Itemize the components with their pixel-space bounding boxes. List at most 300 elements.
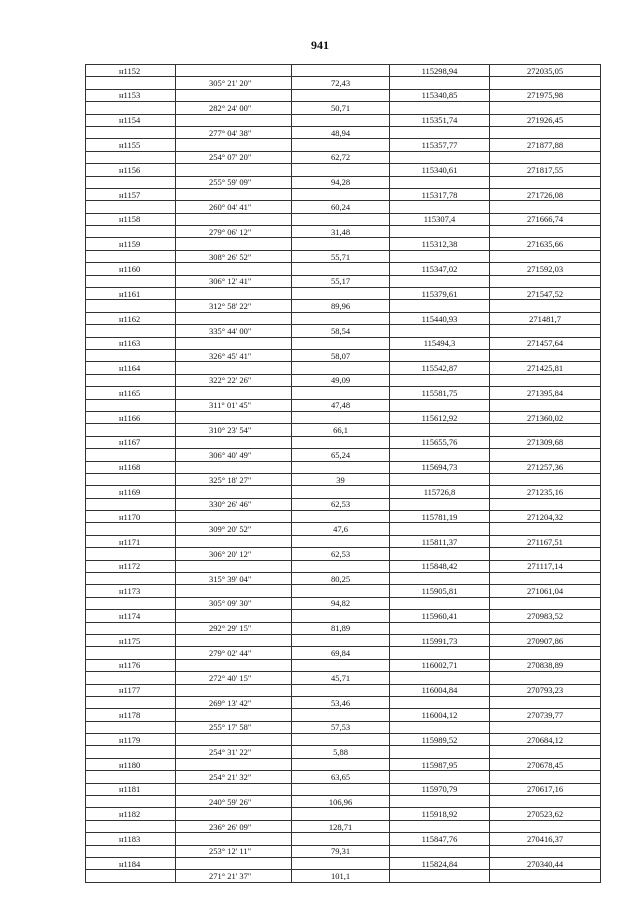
segment-row (86, 349, 601, 361)
segment-row (86, 548, 601, 560)
direction-angle-cell: 269° 13' 42" (176, 696, 292, 708)
empty-cell (176, 288, 292, 300)
empty-cell (490, 820, 601, 832)
empty-cell (292, 709, 390, 721)
direction-angle-cell: 254° 07' 20" (176, 151, 292, 163)
point-id-cell: н1180 (86, 758, 176, 770)
empty-cell (176, 238, 292, 250)
empty-cell (490, 548, 601, 560)
empty-cell (390, 523, 490, 535)
y-coordinate-cell: 271666,74 (490, 213, 601, 225)
y-coordinate-cell: 272035,05 (490, 65, 601, 77)
empty-cell (86, 275, 176, 287)
empty-cell (292, 238, 390, 250)
direction-angle-cell: 306° 12' 41" (176, 275, 292, 287)
empty-cell (86, 820, 176, 832)
empty-cell (490, 573, 601, 585)
point-id-cell: н1172 (86, 560, 176, 572)
direction-angle-cell: 292° 29' 15" (176, 622, 292, 634)
empty-cell (390, 622, 490, 634)
x-coordinate-cell: 115298,94 (390, 65, 490, 77)
empty-cell (490, 250, 601, 262)
x-coordinate-cell: 115781,19 (390, 511, 490, 523)
empty-cell (390, 696, 490, 708)
empty-cell (292, 411, 390, 423)
empty-cell (390, 473, 490, 485)
distance-cell: 62,72 (292, 151, 390, 163)
empty-cell (490, 226, 601, 238)
direction-angle-cell: 279° 06' 12" (176, 226, 292, 238)
empty-cell (292, 560, 390, 572)
empty-cell (490, 523, 601, 535)
point-id-cell: н1177 (86, 684, 176, 696)
distance-cell: 72,43 (292, 77, 390, 89)
direction-angle-cell: 236° 26' 09" (176, 820, 292, 832)
distance-cell: 49,09 (292, 374, 390, 386)
empty-cell (86, 721, 176, 733)
point-id-cell: н1182 (86, 808, 176, 820)
empty-cell (390, 201, 490, 213)
point-row (86, 89, 601, 101)
segment-row (86, 126, 601, 138)
empty-cell (390, 820, 490, 832)
empty-cell (86, 597, 176, 609)
segment-row (86, 275, 601, 287)
empty-cell (390, 226, 490, 238)
empty-cell (490, 498, 601, 510)
empty-cell (86, 151, 176, 163)
empty-cell (176, 164, 292, 176)
point-row (86, 362, 601, 374)
x-coordinate-cell: 115905,81 (390, 585, 490, 597)
empty-cell (176, 263, 292, 275)
distance-cell: 128,71 (292, 820, 390, 832)
empty-cell (86, 746, 176, 758)
x-coordinate-cell: 115357,77 (390, 139, 490, 151)
x-coordinate-cell: 115351,74 (390, 114, 490, 126)
empty-cell (176, 511, 292, 523)
segment-row (86, 672, 601, 684)
empty-cell (390, 374, 490, 386)
empty-cell (86, 201, 176, 213)
y-coordinate-cell: 271635,66 (490, 238, 601, 250)
empty-cell (292, 387, 390, 399)
empty-cell (86, 796, 176, 808)
segment-row (86, 622, 601, 634)
empty-cell (490, 796, 601, 808)
empty-cell (390, 573, 490, 585)
x-coordinate-cell: 115847,76 (390, 833, 490, 845)
empty-cell (292, 114, 390, 126)
direction-angle-cell: 255° 17' 58" (176, 721, 292, 733)
y-coordinate-cell: 270684,12 (490, 734, 601, 746)
point-id-cell: н1165 (86, 387, 176, 399)
empty-cell (86, 696, 176, 708)
empty-cell (292, 164, 390, 176)
empty-cell (176, 139, 292, 151)
y-coordinate-cell: 271167,51 (490, 535, 601, 547)
empty-cell (176, 808, 292, 820)
empty-cell (490, 102, 601, 114)
point-row (86, 610, 601, 622)
empty-cell (86, 325, 176, 337)
empty-cell (176, 659, 292, 671)
empty-cell (490, 696, 601, 708)
point-row (86, 734, 601, 746)
direction-angle-cell: 254° 31' 22" (176, 746, 292, 758)
point-row (86, 312, 601, 324)
point-row (86, 833, 601, 845)
coordinates-table-container (85, 64, 600, 883)
y-coordinate-cell: 271975,98 (490, 89, 601, 101)
empty-cell (390, 597, 490, 609)
x-coordinate-cell: 115655,76 (390, 436, 490, 448)
empty-cell (86, 374, 176, 386)
empty-cell (490, 201, 601, 213)
empty-cell (176, 634, 292, 646)
empty-cell (292, 684, 390, 696)
empty-cell (86, 449, 176, 461)
empty-cell (86, 622, 176, 634)
empty-cell (176, 436, 292, 448)
segment-row (86, 796, 601, 808)
empty-cell (490, 746, 601, 758)
direction-angle-cell: 311° 01' 45" (176, 399, 292, 411)
point-row (86, 288, 601, 300)
direction-angle-cell: 254° 21' 32" (176, 771, 292, 783)
empty-cell (176, 411, 292, 423)
empty-cell (86, 573, 176, 585)
direction-angle-cell: 279° 02' 44" (176, 647, 292, 659)
empty-cell (390, 126, 490, 138)
segment-row (86, 250, 601, 262)
empty-cell (490, 275, 601, 287)
distance-cell: 94,82 (292, 597, 390, 609)
point-row (86, 114, 601, 126)
empty-cell (390, 424, 490, 436)
empty-cell (292, 659, 390, 671)
y-coordinate-cell: 270340,44 (490, 858, 601, 870)
segment-row (86, 870, 601, 882)
empty-cell (86, 250, 176, 262)
empty-cell (490, 449, 601, 461)
point-id-cell: н1160 (86, 263, 176, 275)
distance-cell: 57,53 (292, 721, 390, 733)
empty-cell (390, 275, 490, 287)
empty-cell (390, 796, 490, 808)
empty-cell (292, 610, 390, 622)
x-coordinate-cell: 115340,61 (390, 164, 490, 176)
y-coordinate-cell: 271726,08 (490, 188, 601, 200)
direction-angle-cell: 260° 04' 41" (176, 201, 292, 213)
empty-cell (176, 387, 292, 399)
point-id-cell: н1179 (86, 734, 176, 746)
y-coordinate-cell: 271117,14 (490, 560, 601, 572)
empty-cell (292, 808, 390, 820)
y-coordinate-cell: 271481,7 (490, 312, 601, 324)
point-id-cell: н1154 (86, 114, 176, 126)
x-coordinate-cell: 115340,85 (390, 89, 490, 101)
y-coordinate-cell: 271061,04 (490, 585, 601, 597)
distance-cell: 89,96 (292, 300, 390, 312)
direction-angle-cell: 335° 44' 00" (176, 325, 292, 337)
page-number: 941 (311, 38, 329, 52)
empty-cell (490, 126, 601, 138)
empty-cell (390, 102, 490, 114)
direction-angle-cell: 277° 04' 38" (176, 126, 292, 138)
segment-row (86, 820, 601, 832)
empty-cell (390, 325, 490, 337)
distance-cell: 60,24 (292, 201, 390, 213)
x-coordinate-cell: 115347,02 (390, 263, 490, 275)
point-row (86, 511, 601, 523)
empty-cell (86, 498, 176, 510)
empty-cell (292, 511, 390, 523)
empty-cell (292, 461, 390, 473)
empty-cell (86, 102, 176, 114)
x-coordinate-cell: 115612,92 (390, 411, 490, 423)
y-coordinate-cell: 270523,62 (490, 808, 601, 820)
empty-cell (176, 461, 292, 473)
empty-cell (490, 349, 601, 361)
point-id-cell: н1176 (86, 659, 176, 671)
point-row (86, 858, 601, 870)
empty-cell (176, 709, 292, 721)
empty-cell (86, 473, 176, 485)
direction-angle-cell: 308° 26' 52" (176, 250, 292, 262)
empty-cell (292, 634, 390, 646)
empty-cell (292, 213, 390, 225)
distance-cell: 79,31 (292, 845, 390, 857)
empty-cell (390, 672, 490, 684)
x-coordinate-cell: 115494,3 (390, 337, 490, 349)
point-row (86, 139, 601, 151)
empty-cell (176, 486, 292, 498)
point-row (86, 758, 601, 770)
x-coordinate-cell: 115581,75 (390, 387, 490, 399)
point-id-cell: н1157 (86, 188, 176, 200)
point-id-cell: н1183 (86, 833, 176, 845)
direction-angle-cell: 272° 40' 15" (176, 672, 292, 684)
segment-row (86, 721, 601, 733)
direction-angle-cell: 312° 58' 22" (176, 300, 292, 312)
direction-angle-cell: 305° 21' 20" (176, 77, 292, 89)
direction-angle-cell: 310° 23' 54" (176, 424, 292, 436)
x-coordinate-cell: 115726,8 (390, 486, 490, 498)
x-coordinate-cell: 115918,92 (390, 808, 490, 820)
point-id-cell: н1167 (86, 436, 176, 448)
empty-cell (176, 783, 292, 795)
x-coordinate-cell: 115989,52 (390, 734, 490, 746)
distance-cell: 62,53 (292, 548, 390, 560)
distance-cell: 58,07 (292, 349, 390, 361)
y-coordinate-cell: 271257,36 (490, 461, 601, 473)
x-coordinate-cell: 115848,42 (390, 560, 490, 572)
point-row (86, 684, 601, 696)
empty-cell (292, 337, 390, 349)
empty-cell (86, 349, 176, 361)
point-row (86, 65, 601, 77)
segment-row (86, 151, 601, 163)
point-row (86, 461, 601, 473)
segment-row (86, 597, 601, 609)
empty-cell (176, 684, 292, 696)
direction-angle-cell: 326° 45' 41" (176, 349, 292, 361)
empty-cell (390, 399, 490, 411)
segment-row (86, 201, 601, 213)
empty-cell (490, 399, 601, 411)
empty-cell (490, 672, 601, 684)
distance-cell: 39 (292, 473, 390, 485)
segment-row (86, 696, 601, 708)
empty-cell (176, 610, 292, 622)
distance-cell: 53,46 (292, 696, 390, 708)
segment-row (86, 573, 601, 585)
empty-cell (490, 597, 601, 609)
point-id-cell: н1153 (86, 89, 176, 101)
empty-cell (390, 300, 490, 312)
empty-cell (292, 858, 390, 870)
segment-row (86, 424, 601, 436)
point-id-cell: н1152 (86, 65, 176, 77)
point-id-cell: н1162 (86, 312, 176, 324)
segment-row (86, 176, 601, 188)
empty-cell (490, 771, 601, 783)
segment-row (86, 845, 601, 857)
segment-row (86, 102, 601, 114)
empty-cell (86, 424, 176, 436)
direction-angle-cell: 271° 21' 37" (176, 870, 292, 882)
empty-cell (176, 89, 292, 101)
x-coordinate-cell: 115970,79 (390, 783, 490, 795)
point-id-cell: н1168 (86, 461, 176, 473)
empty-cell (390, 647, 490, 659)
x-coordinate-cell: 115811,37 (390, 535, 490, 547)
point-row (86, 213, 601, 225)
empty-cell (390, 449, 490, 461)
empty-cell (86, 226, 176, 238)
point-id-cell: н1173 (86, 585, 176, 597)
empty-cell (86, 399, 176, 411)
empty-cell (292, 758, 390, 770)
point-row (86, 337, 601, 349)
empty-cell (86, 523, 176, 535)
empty-cell (292, 188, 390, 200)
point-id-cell: н1184 (86, 858, 176, 870)
distance-cell: 63,65 (292, 771, 390, 783)
direction-angle-cell: 325° 18' 27" (176, 473, 292, 485)
empty-cell (390, 349, 490, 361)
segment-row (86, 77, 601, 89)
empty-cell (176, 337, 292, 349)
point-row (86, 659, 601, 671)
point-row (86, 783, 601, 795)
y-coordinate-cell: 271395,84 (490, 387, 601, 399)
point-id-cell: н1170 (86, 511, 176, 523)
point-id-cell: н1159 (86, 238, 176, 250)
empty-cell (490, 176, 601, 188)
direction-angle-cell: 282° 24' 00" (176, 102, 292, 114)
y-coordinate-cell: 270838,89 (490, 659, 601, 671)
empty-cell (292, 833, 390, 845)
x-coordinate-cell: 115542,87 (390, 362, 490, 374)
direction-angle-cell: 240° 59' 26" (176, 796, 292, 808)
point-id-cell: н1175 (86, 634, 176, 646)
empty-cell (490, 870, 601, 882)
empty-cell (86, 126, 176, 138)
coordinates-table-body (86, 65, 601, 883)
empty-cell (292, 585, 390, 597)
distance-cell: 50,71 (292, 102, 390, 114)
empty-cell (86, 176, 176, 188)
empty-cell (176, 362, 292, 374)
distance-cell: 69,84 (292, 647, 390, 659)
empty-cell (490, 374, 601, 386)
x-coordinate-cell: 116002,71 (390, 659, 490, 671)
empty-cell (390, 176, 490, 188)
empty-cell (176, 858, 292, 870)
point-id-cell: н1155 (86, 139, 176, 151)
direction-angle-cell: 305° 09' 30" (176, 597, 292, 609)
direction-angle-cell: 309° 20' 52" (176, 523, 292, 535)
direction-angle-cell: 253° 12' 11" (176, 845, 292, 857)
segment-row (86, 226, 601, 238)
y-coordinate-cell: 271309,68 (490, 436, 601, 448)
empty-cell (490, 424, 601, 436)
point-row (86, 387, 601, 399)
point-id-cell: н1178 (86, 709, 176, 721)
direction-angle-cell: 330° 26' 46" (176, 498, 292, 510)
distance-cell: 48,94 (292, 126, 390, 138)
y-coordinate-cell: 271592,03 (490, 263, 601, 275)
empty-cell (292, 139, 390, 151)
y-coordinate-cell: 270739,77 (490, 709, 601, 721)
y-coordinate-cell: 271877,88 (490, 139, 601, 151)
segment-row (86, 523, 601, 535)
x-coordinate-cell: 115317,78 (390, 188, 490, 200)
y-coordinate-cell: 271235,16 (490, 486, 601, 498)
empty-cell (86, 672, 176, 684)
empty-cell (292, 312, 390, 324)
empty-cell (176, 758, 292, 770)
point-row (86, 188, 601, 200)
distance-cell: 5,88 (292, 746, 390, 758)
distance-cell: 31,48 (292, 226, 390, 238)
distance-cell: 80,25 (292, 573, 390, 585)
point-id-cell: н1163 (86, 337, 176, 349)
segment-row (86, 325, 601, 337)
segment-row (86, 300, 601, 312)
x-coordinate-cell: 115987,95 (390, 758, 490, 770)
x-coordinate-cell: 115824,84 (390, 858, 490, 870)
point-row (86, 238, 601, 250)
distance-cell: 45,71 (292, 672, 390, 684)
empty-cell (390, 151, 490, 163)
point-row (86, 709, 601, 721)
y-coordinate-cell: 271926,45 (490, 114, 601, 126)
point-row (86, 634, 601, 646)
empty-cell (292, 486, 390, 498)
segment-row (86, 746, 601, 758)
point-id-cell: н1156 (86, 164, 176, 176)
empty-cell (86, 771, 176, 783)
point-row (86, 808, 601, 820)
point-id-cell: н1174 (86, 610, 176, 622)
y-coordinate-cell: 271204,32 (490, 511, 601, 523)
direction-angle-cell: 306° 20' 12" (176, 548, 292, 560)
point-id-cell: н1161 (86, 288, 176, 300)
empty-cell (176, 585, 292, 597)
